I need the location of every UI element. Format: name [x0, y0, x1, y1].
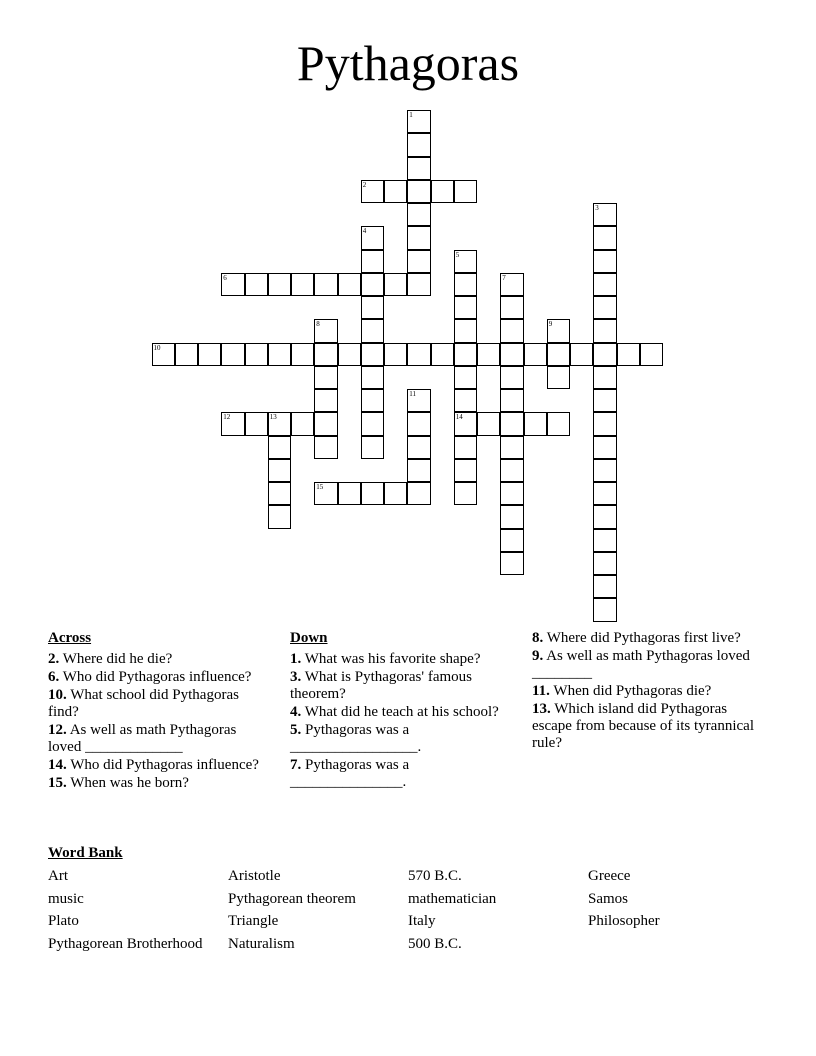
- clue-number-label: 14.: [48, 757, 67, 773]
- clue-item: [48, 722, 273, 756]
- grid-cell[interactable]: [500, 389, 523, 412]
- grid-cell[interactable]: [245, 343, 268, 366]
- grid-cell[interactable]: [454, 389, 477, 412]
- grid-cell[interactable]: [454, 319, 477, 342]
- clue-number-label: 5.: [290, 722, 302, 738]
- grid-cell[interactable]: [593, 575, 616, 598]
- grid-cell[interactable]: [384, 482, 407, 505]
- grid-cell[interactable]: [593, 412, 616, 435]
- clue-number-label: 1.: [290, 651, 302, 667]
- clue-text: What was his favorite shape?: [304, 651, 481, 667]
- grid-cell[interactable]: [361, 180, 384, 203]
- word-bank-item: Samos: [588, 890, 629, 907]
- clue-item: [48, 757, 273, 774]
- clue-number-label: 11.: [532, 683, 550, 699]
- clue-item: [290, 722, 510, 756]
- grid-cell[interactable]: [361, 482, 384, 505]
- grid-cell[interactable]: [384, 343, 407, 366]
- grid-cell[interactable]: [593, 529, 616, 552]
- grid-cell[interactable]: [221, 343, 244, 366]
- clue-number: 5: [455, 250, 460, 259]
- grid-cell[interactable]: [314, 319, 337, 342]
- word-bank-item: mathematician: [408, 890, 497, 907]
- grid-cell[interactable]: [407, 482, 430, 505]
- grid-cell[interactable]: [407, 157, 430, 180]
- grid-cell[interactable]: [454, 366, 477, 389]
- grid-cell[interactable]: [477, 343, 500, 366]
- across-clue-list: [48, 651, 273, 792]
- grid-cell[interactable]: [291, 412, 314, 435]
- clue-text: What school did Pythagoras find?: [48, 687, 239, 720]
- word-bank-item: Greece: [588, 868, 631, 884]
- clue-text: Who did Pythagoras influence?: [62, 669, 252, 685]
- grid-cell[interactable]: [314, 482, 337, 505]
- grid-cell[interactable]: [477, 412, 500, 435]
- grid-cell[interactable]: [593, 319, 616, 342]
- clue-number: 3: [595, 204, 599, 212]
- grid-cell[interactable]: [500, 505, 523, 528]
- clue-number-label: 13.: [532, 701, 551, 717]
- clue-number: 10: [153, 343, 161, 352]
- clue-item: [290, 651, 510, 668]
- grid-cell[interactable]: [640, 343, 663, 366]
- grid-cell[interactable]: [454, 459, 477, 482]
- grid-cell[interactable]: [361, 436, 384, 459]
- grid-cell[interactable]: [268, 482, 291, 505]
- word-bank-item: Philosopher: [588, 913, 660, 930]
- clue-number-label: 8.: [532, 630, 544, 646]
- grid-cell[interactable]: [245, 412, 268, 435]
- grid-cell[interactable]: [500, 482, 523, 505]
- grid-cell[interactable]: [361, 389, 384, 412]
- clue-item: [290, 669, 510, 703]
- grid-cell[interactable]: [245, 273, 268, 296]
- grid-cell[interactable]: [593, 366, 616, 389]
- clue-item: [532, 630, 762, 647]
- grid-cell[interactable]: [361, 366, 384, 389]
- grid-cell[interactable]: [407, 459, 430, 482]
- grid-cell[interactable]: [454, 180, 477, 203]
- word-bank-item: Triangle: [228, 913, 279, 930]
- grid-cell[interactable]: [454, 436, 477, 459]
- grid-cell[interactable]: [500, 296, 523, 319]
- grid-cell[interactable]: [314, 343, 337, 366]
- grid-cell[interactable]: [291, 273, 314, 296]
- grid-cell[interactable]: [593, 226, 616, 249]
- grid-cell[interactable]: [407, 436, 430, 459]
- grid-cell[interactable]: [314, 436, 337, 459]
- grid-cell[interactable]: [454, 482, 477, 505]
- down-clue-list-continued: [532, 630, 762, 752]
- down-clue-list: [290, 651, 510, 791]
- clue-item: [48, 687, 273, 721]
- clue-text: Where did he die?: [62, 651, 173, 667]
- grid-cell[interactable]: [431, 180, 454, 203]
- word-bank-heading: Word Bank: [48, 845, 123, 861]
- clue-number: 1: [409, 111, 413, 119]
- grid-cell[interactable]: [524, 343, 547, 366]
- clue-number: 15: [316, 483, 324, 491]
- clue-text: When did Pythagoras die?: [553, 683, 712, 699]
- clue-text: Which island did Pythagoras escape from because of its tyrannical rule?: [532, 701, 754, 751]
- grid-cell[interactable]: [198, 343, 221, 366]
- grid-cell[interactable]: [361, 412, 384, 435]
- clue-text: Who did Pythagoras influence?: [70, 757, 259, 773]
- clue-item: [290, 704, 510, 721]
- grid-cell[interactable]: [500, 552, 523, 575]
- clue-item: [532, 683, 762, 700]
- word-bank-item: Italy: [408, 913, 436, 930]
- word-bank-item: Art: [48, 868, 68, 884]
- clue-number: 13: [269, 413, 277, 422]
- grid-cell[interactable]: [454, 296, 477, 319]
- grid-cell[interactable]: [407, 226, 430, 249]
- clue-text: What did he teach at his school?: [304, 704, 499, 720]
- word-bank-item: Pythagorean theorem: [228, 890, 356, 907]
- grid-cell[interactable]: [175, 343, 198, 366]
- grid-cell[interactable]: [268, 436, 291, 459]
- across-clues: [48, 630, 273, 793]
- grid-cell[interactable]: [268, 343, 291, 366]
- clue-item: [48, 669, 273, 686]
- grid-cell[interactable]: [454, 412, 477, 435]
- clue-number: 6: [223, 273, 227, 282]
- grid-cell[interactable]: [338, 482, 361, 505]
- grid-cell[interactable]: [524, 412, 547, 435]
- grid-cell[interactable]: [593, 598, 616, 621]
- word-bank-item: Naturalism: [228, 936, 295, 953]
- grid-cell[interactable]: [500, 436, 523, 459]
- grid-cell[interactable]: [314, 366, 337, 389]
- grid-cell[interactable]: [407, 389, 430, 412]
- grid-cell[interactable]: [500, 273, 523, 296]
- grid-cell[interactable]: [361, 273, 384, 296]
- clue-text: What is Pythagoras' famous theorem?: [290, 669, 472, 702]
- clue-number: 4: [362, 227, 367, 236]
- grid-cell[interactable]: [547, 343, 570, 366]
- clue-number-label: 10.: [48, 687, 67, 703]
- grid-cell[interactable]: [593, 273, 616, 296]
- clue-number-label: 3.: [290, 669, 302, 685]
- grid-cell[interactable]: [500, 412, 523, 435]
- clue-number: 9: [548, 320, 553, 329]
- grid-cell[interactable]: [268, 273, 291, 296]
- grid-cell[interactable]: [384, 273, 407, 296]
- grid-cell[interactable]: [314, 389, 337, 412]
- grid-cell[interactable]: [407, 180, 430, 203]
- grid-cell[interactable]: [407, 203, 430, 226]
- grid-cell[interactable]: [454, 343, 477, 366]
- grid-cell[interactable]: [152, 343, 175, 366]
- clue-number: 12: [223, 413, 231, 422]
- clue-number-label: 4.: [290, 704, 302, 720]
- clue-item: [532, 701, 762, 752]
- grid-cell[interactable]: [338, 273, 361, 296]
- clue-number: 2: [362, 180, 367, 189]
- grid-cell[interactable]: [500, 319, 523, 342]
- grid-cell[interactable]: [593, 250, 616, 273]
- down-clues-continued: [532, 630, 762, 753]
- grid-cell[interactable]: [407, 110, 430, 133]
- grid-cell[interactable]: [221, 273, 244, 296]
- clue-text: As well as math Pythagoras loved ________: [532, 648, 750, 681]
- grid-cell[interactable]: [593, 343, 616, 366]
- grid-cell[interactable]: [361, 250, 384, 273]
- clue-item: [532, 648, 762, 682]
- grid-cell[interactable]: [314, 412, 337, 435]
- grid-cell[interactable]: [593, 296, 616, 319]
- clue-text: Pythagoras was a _______________.: [290, 757, 410, 790]
- across-heading: Across: [48, 630, 92, 646]
- grid-cell[interactable]: [617, 343, 640, 366]
- grid-cell[interactable]: [454, 250, 477, 273]
- grid-cell[interactable]: [384, 180, 407, 203]
- grid-cell[interactable]: [361, 319, 384, 342]
- grid-cell[interactable]: [547, 412, 570, 435]
- clue-number-label: 15.: [48, 775, 67, 791]
- clue-text: Pythagoras was a _________________.: [290, 722, 422, 755]
- clue-number-label: 9.: [532, 648, 544, 664]
- grid-cell[interactable]: [593, 459, 616, 482]
- clue-text: As well as math Pythagoras loved _____________: [48, 722, 237, 755]
- clue-number: 7: [502, 273, 506, 282]
- word-bank-item: Plato: [48, 913, 79, 930]
- grid-cell[interactable]: [593, 552, 616, 575]
- grid-cell[interactable]: [500, 366, 523, 389]
- grid-cell[interactable]: [268, 459, 291, 482]
- grid-cell[interactable]: [407, 412, 430, 435]
- word-bank-item: Aristotle: [228, 868, 281, 884]
- grid-cell[interactable]: [361, 343, 384, 366]
- clue-number-label: 7.: [290, 757, 302, 773]
- grid-cell[interactable]: [338, 343, 361, 366]
- grid-cell[interactable]: [361, 226, 384, 249]
- clue-item: [48, 651, 273, 668]
- grid-cell[interactable]: [593, 389, 616, 412]
- grid-cell[interactable]: [268, 412, 291, 435]
- down-clues: [290, 630, 510, 792]
- word-bank-item: 500 B.C.: [408, 936, 462, 953]
- grid-cell[interactable]: [593, 482, 616, 505]
- clue-number-label: 2.: [48, 651, 60, 667]
- grid-cell[interactable]: [407, 273, 430, 296]
- clue-text: Where did Pythagoras first live?: [546, 630, 741, 646]
- grid-cell[interactable]: [221, 412, 244, 435]
- grid-cell[interactable]: [500, 529, 523, 552]
- grid-cell[interactable]: [268, 505, 291, 528]
- word-bank-item: music: [48, 890, 84, 907]
- grid-cell[interactable]: [570, 343, 593, 366]
- grid-cell[interactable]: [593, 203, 616, 226]
- clue-number: 14: [455, 413, 463, 422]
- down-heading: Down: [290, 630, 328, 646]
- clue-text: When was he born?: [70, 775, 189, 791]
- grid-cell[interactable]: [361, 296, 384, 319]
- grid-cell[interactable]: [291, 343, 314, 366]
- clue-item: [290, 757, 510, 791]
- grid-cell[interactable]: [500, 459, 523, 482]
- grid-cell[interactable]: [407, 343, 430, 366]
- clue-number: 8: [316, 320, 320, 329]
- grid-cell[interactable]: [407, 250, 430, 273]
- clue-number: 11: [409, 390, 416, 398]
- clue-item: [48, 775, 273, 792]
- grid-cell[interactable]: [407, 133, 430, 156]
- word-bank-item: 570 B.C.: [408, 868, 462, 884]
- grid-cell[interactable]: [454, 273, 477, 296]
- grid-cell[interactable]: [500, 343, 523, 366]
- grid-cell[interactable]: [547, 366, 570, 389]
- grid-cell[interactable]: [547, 319, 570, 342]
- grid-cell[interactable]: [314, 273, 337, 296]
- word-bank-item: Pythagorean Brotherhood: [48, 936, 203, 953]
- clue-number-label: 6.: [48, 669, 60, 685]
- clue-number-label: 12.: [48, 722, 67, 738]
- grid-cell[interactable]: [593, 505, 616, 528]
- page-title: Pythagoras: [296, 35, 520, 91]
- grid-cell[interactable]: [431, 343, 454, 366]
- grid-cell[interactable]: [593, 436, 616, 459]
